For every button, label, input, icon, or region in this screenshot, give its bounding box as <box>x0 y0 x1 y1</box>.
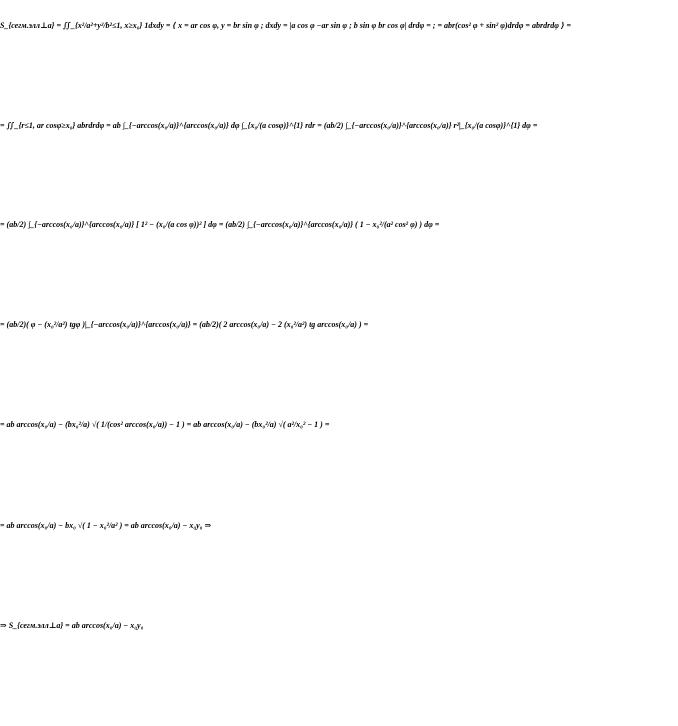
derivation-line-2: = ∬_{r≤1, ar cosφ≥x₀} abrdrdφ = ab ∫_{−arccos(x₀/a)}^{arccos(x₀/a)} dφ ∫_{x₀/(a cosφ)}^{1} rdr = (ab/2) ∫_{−arccos(x₀/a)}^{arccos(x₀/a)} r²|_{x₀/(a cosφ)}^{1} dφ = <box>0 121 538 130</box>
derivation-line-3: = (ab/2) ∫_{−arccos(x₀/a)}^{arccos(x₀/a)} [ 1² − (x₀/(a cos φ))² ] dφ = (ab/2) ∫_{−arccos(x₀/a)}^{arccos(x₀/a)} ( 1 − x₀²/(a² cos² φ) ) dφ = <box>0 220 440 229</box>
derivation-line-6: = ab arccos(x₀/a) − bx₀ √( 1 − x₀²/a² ) = ab arccos(x₀/a) − x₀y₀ ⇒ <box>0 521 212 530</box>
derivation-line-5: = ab arccos(x₀/a) − (bx₀²/a) √( 1/(cos² arccos(x₀/a)) − 1 ) = ab arccos(x₀/a) − (bx₀²/a) √( a²/x₀² − 1 ) = <box>0 420 330 429</box>
derivation-line-7: ⇒ S_{сегм.элл⊥a} = ab arccos(x₀/a) − x₀y₀ <box>0 621 144 630</box>
derivation-line-1: S_{сегм.элл⊥a} = ∬_{x²/a²+y²/b²≤1, x≥x₀} 1dxdy = ⟨ x = ar cos φ, y = br sin φ ; dxdy = |a cos φ −ar sin φ ; b sin φ br cos φ| drdφ = ; = abr(cos² φ + sin² φ)drdφ = abrdrdφ ⟩ = <box>0 21 572 30</box>
derivation-line-4: = (ab/2)( φ − (x₀²/a²) tgφ )|_{−arccos(x₀/a)}^{arccos(x₀/a)} = (ab/2)( 2 arccos(x₀/a) − 2 (x₀²/a²) tg arccos(x₀/a) ) = <box>0 320 369 329</box>
